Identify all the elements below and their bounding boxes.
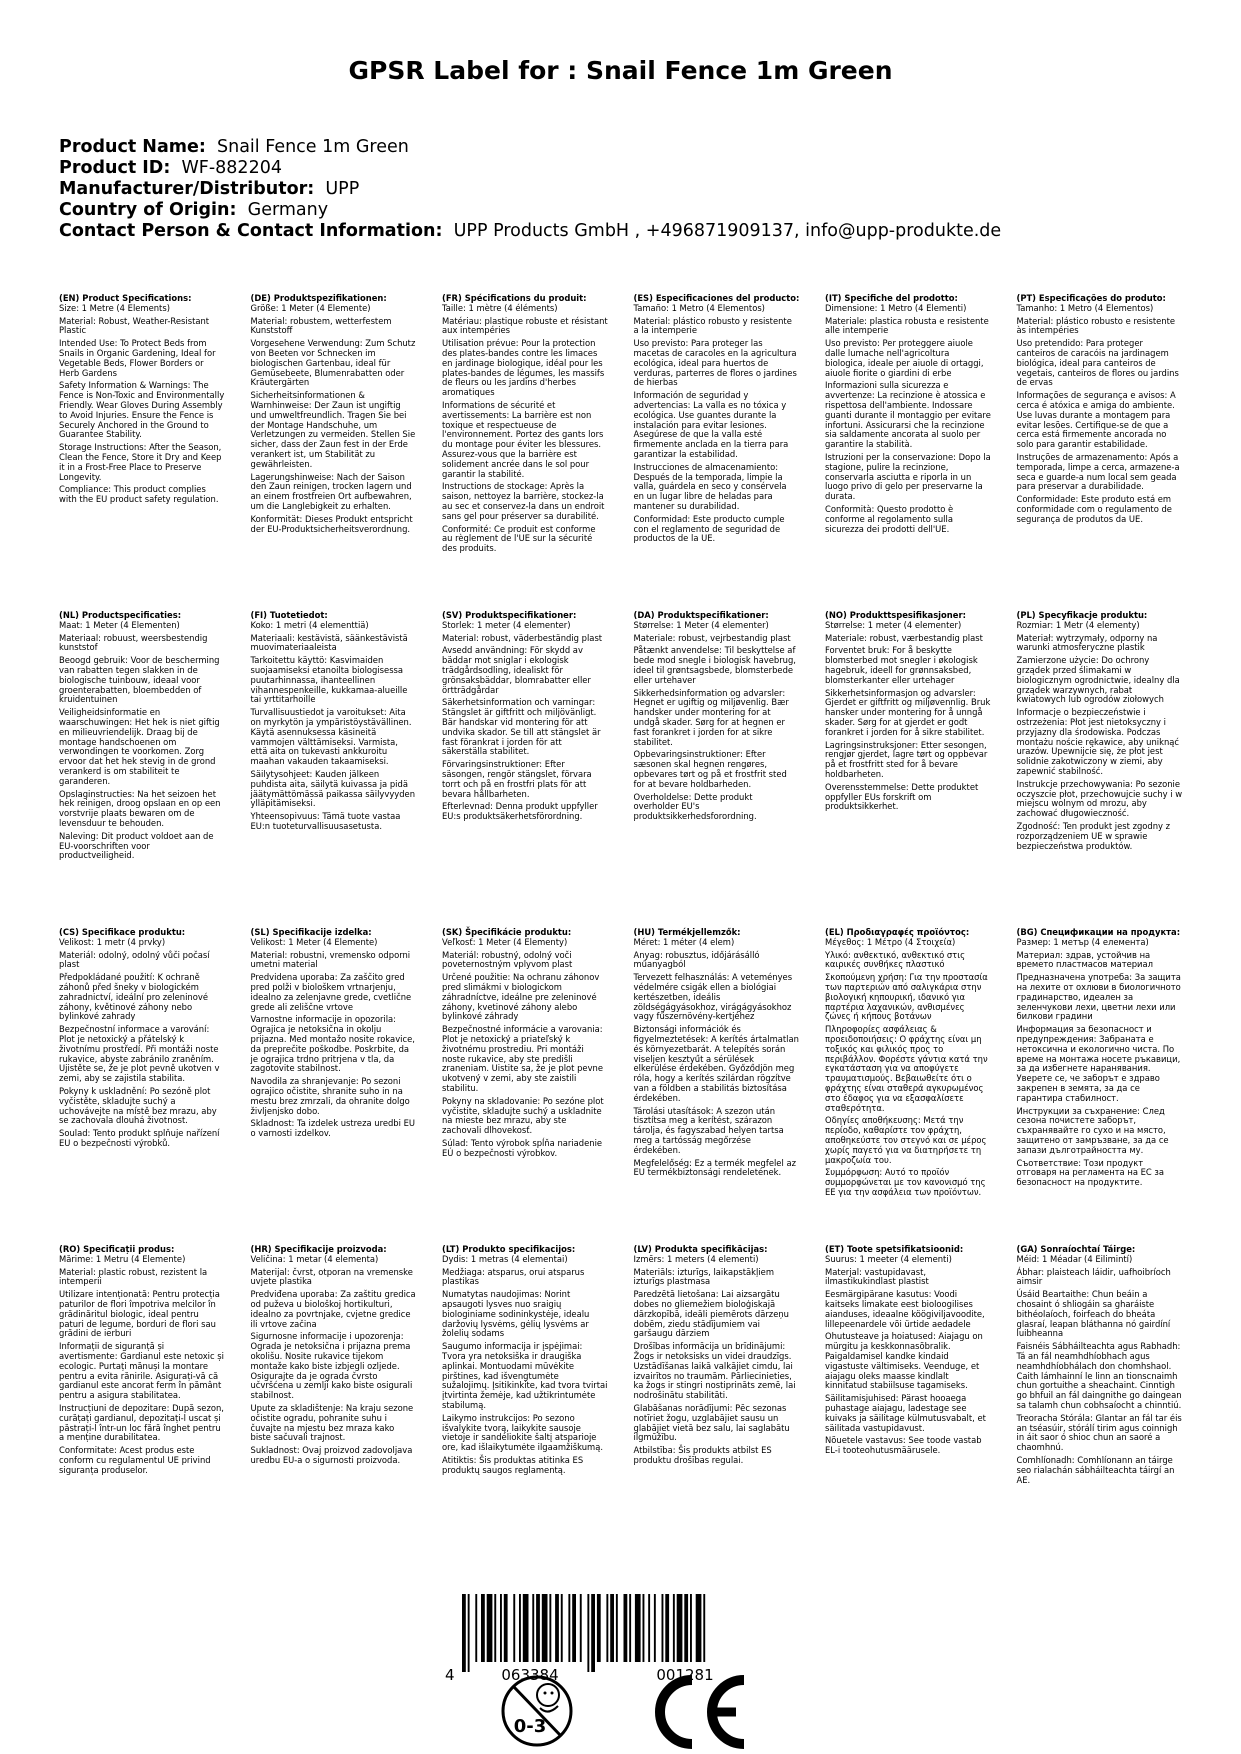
spec-paragraph: Инструкции за съхранение: След сезона почистете заборът, съхранявайте го сухо и на място, защитено от замръзване, за да се запази дълготрайността му.: [1016, 1105, 1169, 1155]
spec-block: [1017, 1245, 1183, 1488]
product-id-value: WF-882204: [181, 158, 282, 178]
spec-heading: (BG) Спецификации на продукта:: [1016, 927, 1181, 937]
spec-paragraph: Soulad: Tento produkt splňuje nařízení EU o bezpečnosti výrobků.: [59, 1128, 220, 1148]
ce-mark-icon: [660, 1680, 744, 1744]
spec-paragraph: Материал: здрав, устойчив на времето пластмасов материал: [1016, 949, 1153, 970]
spec-block: [59, 928, 225, 1152]
spec-paragraph: Předpokládané použití: K ochraně záhonů před šneky v biologickém zahradnictví, ideální pro zeleninové záhony, květinové záhony nebo bylinkové zahrady: [59, 972, 208, 1022]
spec-paragraph: Uso previsto: Per proteggere aiuole dalle lumache nell'agricoltura biologica, ideale per aiuole di ortaggi, aiuole fiorite o giardini di erbe: [825, 338, 984, 378]
spec-paragraph: Информация за безопасност и предупреждения: Забраната е нетоксична и екологично чиста. По време на монтажа носете ръкавици, за да избегнете наранявания. Уверете се, че заборът е здраво закрепен в земята, за да се гарантира стабилност.: [1016, 1024, 1181, 1103]
spec-paragraph: Maat: 1 Meter (4 Elementen): [59, 619, 180, 630]
spec-paragraph: Upute za skladištenje: Na kraju sezone očistite ogradu, pohranite suhu i čuvajte na mjestu bez mraza kako biste sačuvali trajnost.: [250, 1402, 414, 1443]
spec-paragraph: Säilitamisjuhised: Pärast hooaega puhastage aiajagu, ladestage see kuivaks ja säilitage külmutusvabalt, et säilitada vastupidavust.: [825, 1393, 986, 1433]
spec-paragraph: Materiale: plastica robusta e resistente alle intemperie: [825, 315, 989, 336]
spec-paragraph: Materiale: robust, værbestandig plast: [825, 632, 983, 643]
spec-paragraph: Bezpečnostné informácie a varovania: Plot je netoxický a priateľský k životnému prostrediu. Pri montáži noste rukavice, aby ste predišli zraneniam. Uistite sa, že je plot pevne ukotvený v zemi, aby ste zaistili stabilitu.: [442, 1024, 603, 1093]
spec-paragraph: Materiale: robust, vejrbestandig plast: [633, 632, 791, 643]
spec-paragraph: Matériau: plastique robuste et résistant aux intempéries: [442, 315, 608, 336]
spec-heading: (NL) Productspecificaties:: [59, 610, 182, 620]
spec-paragraph: Saugumo informacija ir įspėjimai: Tvora yra netoksiška ir draugiška aplinkai. Montuodami mūvėkite pirštines, kad išvengtumėte sužalojimų. Įsitikinkite, kad tvora tvirtai įtvirtinta žemėje, kad užtikrintumėte stabilumą.: [442, 1341, 608, 1410]
spec-paragraph: Ohutusteave ja hoiatused: Aiajagu on mürgitu ja keskkonnasõbralik. Paigaldamisel kandke kindaid vigastuste vältimiseks. Veenduge, et aiajagu oleks maasse kindlalt kinnitatud stabiilsuse tagamiseks.: [825, 1331, 983, 1391]
spec-paragraph: Sigurnosne informacije i upozorenja: Ograda je netoksična i prijazna prema okolišu. Nosite rukavice tijekom montaže kako biste izbjegli ozljede. Osigurajte da je ograda čvrsto učvršćena u zemlji kako biste osigurali stabilnost.: [250, 1331, 413, 1401]
spec-paragraph: Varnostne informacije in opozorila: Ograjica je netoksična in okolju prijazna. Med montažo nosite rokavice, da preprečite poškodbe. Poskrbite, da je ograjica trdno pritrjena v tla, da zagotovite stabilnost.: [250, 1014, 415, 1074]
spec-paragraph: Förvaringsinstruktioner: Efter säsongen, rengör stängslet, förvara torrt och på en frostfri plats för att bevara hållbarheten.: [442, 759, 592, 799]
barcode-bar: [513, 1594, 515, 1662]
compliance-marks: [0, 1668, 1241, 1754]
spec-paragraph: Forventet bruk: For å beskytte blomsterbed mot snegler i økologisk hagebruk, ideell for grønnsaksbed, blomsterkanter eller urtehager: [825, 645, 978, 685]
spec-paragraph: Instrucțiuni de depozitare: După sezon, curățați gardianul, depozitați-l uscat și păstrați-l într-un loc fără înghet pentru a menține durabilitatea.: [59, 1402, 224, 1443]
contact-value: UPP Products GmbH , +496871909137, info@upp-produkte.de: [453, 221, 1002, 241]
barcode-bar: [616, 1594, 618, 1662]
spec-paragraph: Storlek: 1 meter (4 elementer): [442, 619, 571, 630]
spec-paragraph: Sicherheitsinformationen & Warnhinweise: Der Zaun ist ungiftig und umweltfreundlich. Tragen Sie bei der Montage Handschuhe, um Verletzungen zu vermeiden. Stellen Sie sicher, dass der Zaun fest in der Erde verankert ist, um Stabilität zu gewährleisten.: [250, 390, 416, 469]
spec-paragraph: Materiāls: izturīgs, laikapstākļiem izturīgs plastmasa: [633, 1266, 774, 1287]
spec-block: [251, 928, 417, 1142]
spec-block: [59, 611, 225, 864]
spec-block: [251, 611, 417, 835]
spec-paragraph: Zgodność: Ten produkt jest zgodny z rozporządzeniem UE w sprawie bezpieczeństwa produktów.: [1016, 820, 1171, 851]
spec-paragraph: Numatytas naudojimas: Norint apsaugoti lysves nuo sraigių biologiniame sodininkystėje, idealu daržovių lysvėms, gėlių lysvėms ar žolelių sodams: [442, 1289, 590, 1339]
spec-paragraph: Materiał: wytrzymały, odporny na warunki atmosferyczne plastik: [1016, 632, 1158, 653]
spec-paragraph: Eesmärgipärane kasutus: Voodi kaitseks limakate eest bioloogilises aianduses, ideaalne köögiviljavoodite, lillepeenardele või ürtide aedadele: [825, 1289, 985, 1329]
spec-paragraph: Tarkoitettu käyttö: Kasvimaiden suojaamiseksi etanoilta biologisessa puutarhinnassa, ihanteellinen vihannespenkeille, kukkamaa-alueille tai yrttitarhoille: [250, 655, 408, 705]
spec-paragraph: Størrelse: 1 meter (4 elementer): [825, 619, 962, 630]
spec-block: [634, 1245, 800, 1469]
spec-paragraph: Nõuetele vastavus: See toode vastab EL-i tooteohutusmäärusele.: [825, 1435, 982, 1456]
barcode-bars: [462, 1594, 705, 1672]
barcode-bar: [662, 1594, 664, 1662]
spec-block: [1017, 611, 1183, 854]
spec-paragraph: Μέγεθος: 1 Μέτρο (4 Στοιχεία): [825, 936, 956, 947]
spec-paragraph: Paredzētā lietošana: Lai aizsargātu dobes no gliemežiem bioloģiskajā dārzkopībā, ideāli piemērots dārzeņu dobēm, ziedu stādījumiem vai garšaugu dārziem: [633, 1289, 789, 1339]
spec-paragraph: Συμμόρφωση: Αυτό το προϊόν συμμορφώνεται με τον κανονισμό της ΕΕ για την ασφάλεια των προϊόντων.: [825, 1167, 986, 1197]
spec-paragraph: Informații de siguranță și avertismente: Gardianul este netoxic și ecologic. Purtați mănuși la montare pentru a evita rănirile. Asigurați-vă că gardianul este ancorat ferm în pământ pentru a asigura stabilitatea.: [59, 1341, 224, 1401]
spec-paragraph: Material: Robust, Weather-Resistant Plastic: [59, 315, 210, 336]
spec-paragraph: Πληροφορίες ασφάλειας & προειδοποιήσεις: Ο φράχτης είναι μη τοξικός και φιλικός προς το περιβάλλον. Φορέστε γάντια κατά την εγκατάσταση για να αποφύγετε τραυματισμούς. Βεβαιωθείτε ότι ο φράχτης είναι σταθερά αγκυρωμένος στο έδαφος για να εξασφαλίσετε σταθερότητα.: [825, 1024, 988, 1113]
spec-paragraph: Instrukcje przechowywania: Po sezonie oczyszcie płot, przechowujcie suchy i w miejscu wolnym od mrozu, aby zachować długowieczność.: [1016, 778, 1183, 819]
spec-paragraph: Biztonsági információk és figyelmeztetések: A kerítés ártalmatlan és környezetbarát. A telepítés során viseljen kesztyűt a sérülések elkerülése érdekében. Győződjön meg róla, hogy a kerítés szilárdan rögzítve van a földben a stabilitás biztosítása érdekében.: [633, 1024, 799, 1103]
barcode-bar: [487, 1594, 493, 1662]
spec-paragraph: Informations de sécurité et avertissements: La barrière est non toxique et respectueuse de l'environnement. Portez des gants lors du montage pour éviter les blessures. Assurez-vous que la barrière est solidement ancrée dans le sol pour garantir la stabilité.: [442, 399, 604, 479]
spec-paragraph: Informazioni sulla sicurezza e avvertenze: La recinzione è atossica e rispettosa dell'ambiente. Indossare guanti durante il montaggio per evitare infortuni. Assicurarsi che la recinzione sia saldamente ancorata al suolo per garantire la stabilità.: [825, 380, 991, 450]
spec-paragraph: Säkerhetsinformation och varningar: Stängslet är giftfritt och miljövänligt. Bär handskar vid montering för att undvika skador. Se till att stängslet är fast förankrat i jorden för att säkerställa stabilitet.: [442, 697, 601, 757]
spec-heading: (PL) Specyfikacje produktu:: [1016, 610, 1148, 620]
spec-paragraph: Material: plástico robusto y resistente a la intemperie: [633, 315, 792, 336]
spec-heading: (HR) Specifikacije proizvoda:: [250, 1244, 387, 1254]
spec-heading: (EN) Product Specifications:: [59, 293, 192, 303]
spec-paragraph: Sikkerhetsinformasjon og advarsler: Gjerdet er giftfritt og miljøvennlig. Bruk hansker under montering for å unngå skader. Sørg for at gjerdet er godt forankret i jorden for å sikre stabilitet.: [825, 687, 991, 737]
spec-heading: (PT) Especificações do produto:: [1016, 293, 1166, 303]
spec-heading: (SV) Produktspecifikationer:: [442, 610, 577, 620]
barcode-bar: [606, 1594, 608, 1662]
barcode-bar: [654, 1594, 656, 1662]
spec-paragraph: Material: robustni, vremensko odporni umetni material: [250, 949, 411, 970]
spec-paragraph: Lagringsinstruksjoner: Etter sesongen, rengjør gjerdet, lagre tørt og oppbevar på et frostfritt sted for å bevare holdbarheten.: [825, 739, 988, 779]
product-name-value: Snail Fence 1m Green: [217, 137, 409, 157]
barcode-bar: [580, 1594, 582, 1662]
spec-paragraph: Veiligheidsinformatie en waarschuwingen: Het hek is niet giftig en milieuvriendelijk. Draag bij de montage handschoenen om verwondingen te voorkomen. Zorg ervoor dat het hek stevig in de grond verankerd is om stabiliteit te garanderen.: [59, 707, 220, 786]
barcode-bar: [635, 1594, 641, 1662]
spec-block: [1017, 294, 1183, 528]
spec-paragraph: Určené použitie: Na ochranu záhonov pred slimákmi v biologickom záhradníctve, ideálne pre zeleninové záhony, kvetinové záhony alebo bylinkové záhrady: [442, 972, 600, 1022]
contact-row: [59, 221, 1001, 242]
barcode-bar: [572, 1594, 576, 1662]
spec-paragraph: Material: robust, väderbeständig plast: [442, 632, 603, 643]
spec-paragraph: Compliance: This product complies with the EU product safety regulation.: [59, 484, 219, 505]
page-title: GPSR Label for : Snail Fence 1m Green: [348, 56, 893, 85]
spec-paragraph: Navodila za shranjevanje: Po sezoni ograjico očistite, shranite suho in na mestu brez zmrzali, da ohranite dolgo življenjsko dobo.: [250, 1076, 410, 1116]
spec-paragraph: Conformitate: Acest produs este conform cu regulamentul UE privind siguranța produselor.: [59, 1445, 211, 1475]
spec-paragraph: Предназначена употреба: За защита на лехите от охлюви в биологичното градинарство, идеален за зеленчукови лехи, цветни лехи или билкови градини: [1016, 972, 1181, 1022]
spec-paragraph: Οδηγίες αποθήκευσης: Μετά την περίοδο, καθαρίστε τον φράχτη, αποθηκεύστε τον στεγνό και σε μέρος χωρίς παγετό για να διατηρήσετε τη μακροζωία του.: [825, 1115, 987, 1165]
spec-paragraph: Koko: 1 metri (4 elementtiä): [250, 619, 369, 630]
spec-paragraph: Drošības informācija un brīdinājumi: Žogs ir netoksisks un videi draudzīgs. Uzstādīšanas laikā valkājiet cimdu, lai izvairītos no traumām. Pārliecinieties, ka žogs ir stingri nostiprināts zemē, lai nodrošinātu stabilitāti.: [633, 1341, 796, 1401]
barcode-bar: [624, 1594, 628, 1662]
barcode-bar: [568, 1594, 570, 1662]
spec-paragraph: Materijal: čvrst, otporan na vremenske uvjete plastika: [250, 1266, 413, 1287]
spec-heading: (ET) Toote spetsifikatsioonid:: [825, 1244, 964, 1254]
spec-block: [825, 294, 991, 537]
spec-paragraph: Turvallisuustiedot ja varoitukset: Aita on myrkytön ja ympäristöystävällinen. Käytä asennuksessa käsineitä vammojen välttämiseksi. Varmista, että aita on tukevasti ankkuroitu maahan vakauden takaamiseksi.: [250, 707, 412, 767]
spec-block: [825, 1245, 991, 1459]
spec-paragraph: Treoracha Stórála: Glantar an fál tar éis an tséasúir, stórálí tirim agus coinnigh in áit saor ó shioc chun an saoré a chaomhnú.: [1016, 1412, 1182, 1453]
spec-paragraph: Storage Instructions: After the Season, Clean the Fence, Store it Dry and Keep it in a Frost-Free Place to Preserve Longevity.: [59, 442, 222, 482]
spec-paragraph: Predviđena uporaba: Za zaštitu gredica od puževa u biološkoj hortikulturi, idealno za povrtnjake, cvjetne gredice ili vrtove začina: [250, 1289, 416, 1329]
spec-paragraph: Comhlíonadh: Comhlíonann an táirge seo rialachán sábháilteachta táirgí an AE.: [1016, 1454, 1175, 1485]
spec-paragraph: Efterlevnad: Denna produkt uppfyller EU:s produktsäkerhetsförordning.: [442, 801, 598, 822]
barcode-bar: [673, 1594, 675, 1662]
spec-paragraph: Avsedd användning: För skydd av bäddar mot sniglar i ekologisk trädgårdsodling, idealiskt för grönsaksbäddar, blomrabatter eller örtträdgårdar: [442, 645, 591, 695]
spec-heading: (EL) Προδιαγραφές προϊόντος:: [825, 927, 970, 937]
spec-paragraph: Opbevaringsinstruktioner: Efter sæsonen skal hegnen rengøres, opbevares tørt og på et frostfrit sted for at bevare holdbarheden.: [633, 749, 787, 789]
spec-paragraph: Úsáid Beartaithe: Chun beáin a chosaint ó shliogáin sa gharáiste bithéolaíoch, foirfeach do bheáta glasraí, leapan bláthanna nó gairdíní luibheanna: [1016, 1289, 1171, 1339]
spec-heading: (GA) Sonraíochtaí Táirge:: [1016, 1244, 1136, 1254]
spec-paragraph: Izmērs: 1 meters (4 elementi): [633, 1253, 759, 1264]
spec-paragraph: Größe: 1 Meter (4 Elemente): [250, 302, 371, 313]
spec-paragraph: Tamanho: 1 Metro (4 Elementos): [1016, 302, 1154, 313]
spec-paragraph: Informações de segurança e avisos: A cerca é atóxica e amiga do ambiente. Use luvas durante a montagem para evitar lesões. Certifique-se de que a cerca está firmemente ancorada no solo para garantir estabilidade.: [1016, 390, 1176, 450]
spec-paragraph: Informacje o bezpieczeństwie i ostrzeżenia: Płot jest nietoksyczny i przyjazny dla środowiska. Podczas montażu noście rękawice, aby uniknąć urazów. Upewnijcie się, że płot jest solidnie zakotwiczony w ziemi, aby zapewnić stabilność.: [1016, 707, 1180, 776]
spec-paragraph: Medžiaga: atsparus, orui atsparus plastikas: [442, 1266, 585, 1287]
spec-paragraph: Naleving: Dit product voldoet aan de EU-voorschriften voor productveiligheid.: [59, 830, 214, 861]
barcode-bar: [536, 1594, 540, 1662]
spec-paragraph: Σκοπούμενη χρήση: Για την προστασία των παρτεριών από σαλιγκάρια στην βιολογική κηπουρική, ιδανικό για παρτέρια λαχανικών, ανθισμένες ζώνες ή κήπους βοτάνων: [825, 972, 988, 1022]
spec-paragraph: Conformità: Questo prodotto è conforme al regolamento sulla sicurezza dei prodotti dell'UE.: [825, 503, 954, 534]
spec-heading: (FI) Tuotetiedot:: [250, 610, 328, 620]
spec-heading: (RO) Specificații produs:: [59, 1244, 175, 1254]
spec-block: [442, 294, 608, 557]
spec-paragraph: Mărime: 1 Metru (4 Elemente): [59, 1253, 186, 1264]
barcode-bar: [591, 1594, 595, 1672]
spec-heading: (DE) Produktspezifikationen:: [250, 293, 387, 303]
age-0-3-warning-icon: [503, 1677, 571, 1745]
barcode-bar: [532, 1594, 534, 1662]
spec-paragraph: Veľkosť: 1 Meter (4 Elementy): [442, 936, 568, 947]
spec-paragraph: Safety Information & Warnings: The Fence is Non-Toxic and Environmentally Friendly. Wear Gloves During Assembly to Avoid Injuries. Ensure the Fence is Securely Anchored in the Ground to Guarantee Stability.: [59, 380, 225, 440]
spec-paragraph: Materiál: robustný, odolný voči poveternostným vplyvom plast: [442, 949, 573, 970]
spec-paragraph: Anyag: robusztus, időjárásálló műanyagból: [633, 949, 760, 970]
barcode-bar: [690, 1594, 692, 1662]
barcode-digits-left: 063384: [501, 1666, 559, 1684]
barcode-bar: [500, 1594, 502, 1662]
country-row: [59, 200, 1001, 221]
spec-paragraph: Dimensione: 1 Metro (4 Elementi): [825, 302, 967, 313]
spec-block: [1017, 928, 1183, 1191]
barcode-bar: [475, 1594, 477, 1662]
manufacturer-label: Manufacturer/Distributor:: [59, 179, 315, 199]
spec-paragraph: Bezpečnostní informace a varování: Plot je netoxický a přátelský k životnímu prostředí. Při montáži noste rukavice, abyste zabránilo zraněním. Ujistěte se, že je plot pevně ukotven v zemi, aby se zajistila stabilita.: [59, 1024, 220, 1084]
spec-paragraph: Υλικό: ανθεκτικό, ανθεκτικό στις καιρικές συνθήκες πλαστικό: [825, 949, 965, 970]
spec-paragraph: Materiál: odolný, odolný vůči počasí plast: [59, 949, 210, 970]
spec-paragraph: Utilizare intenționată: Pentru protecția paturilor de flori împotriva melcilor în grădinăritul biologic, ideal pentru paturi de legume, borduri de flori sau grădini de ierburi: [59, 1289, 220, 1339]
country-label: Country of Origin:: [59, 200, 237, 220]
spec-paragraph: Laikymo instrukcijos: Po sezono išvalykite tvorą, laikykite sausoje vietoje ir sandėliokite šaltį atsparioje ore, kad išlaikytumėte ilgaamžiškumą.: [442, 1412, 603, 1453]
barcode-bar: [677, 1594, 683, 1662]
spec-paragraph: Méret: 1 méter (4 elem): [633, 936, 735, 947]
barcode-bar: [523, 1594, 529, 1662]
spec-paragraph: Velikost: 1 metr (4 prvky): [59, 936, 166, 947]
spec-paragraph: Zamierzone użycie: Do ochrony grządek przed ślimakami w biologicznym ogrodnictwie, idealny dla grządek warzywnych, rabat kwiatowych lub ogrodów ziołowych: [1016, 655, 1180, 705]
spec-paragraph: Размер: 1 метър (4 елемента): [1016, 936, 1149, 947]
spec-heading: (IT) Specifiche del prodotto:: [825, 293, 958, 303]
spec-heading: (LV) Produkta specifikācijas:: [633, 1244, 768, 1254]
spec-heading: (SK) Špecifikácie produktu:: [442, 927, 572, 937]
spec-heading: (CS) Specifikace produktu:: [59, 927, 186, 937]
spec-paragraph: Materiaal: robuust, weersbestendig kunststof: [59, 632, 208, 653]
spec-paragraph: Sikkerhedsinformation og advarsler: Hegnet er ugiftig og miljøvenlig. Bær handsker under montering for at undgå skader. Sørg for at hegnen er fast forankret i jorden for at sikre stabilitet.: [633, 687, 789, 747]
product-id-row: [59, 158, 1001, 179]
product-name-label: Product Name:: [59, 137, 206, 157]
barcode-bar: [555, 1594, 559, 1662]
spec-heading: (NO) Produkttspesifikasjoner:: [825, 610, 966, 620]
spec-paragraph: Overholdelse: Dette produkt overholder EU's produktsikkerhedsforordning.: [633, 791, 757, 822]
spec-paragraph: Material: plastic robust, rezistent la intemperii: [59, 1266, 208, 1287]
barcode-bar: [597, 1594, 601, 1662]
spec-paragraph: Säilytysohjeet: Kauden jälkeen puhdista aita, säilytä kuivassa ja pidä jäätymättömässä paikassa säilyvyyden ylläpitämiseksi.: [250, 768, 416, 809]
spec-paragraph: Méid: 1 Méadar (4 Eilimintí): [1016, 1253, 1133, 1264]
barcode-bar: [549, 1594, 551, 1662]
spec-paragraph: Atitiktis: Šis produktas atitinka ES produktų saugos reglamentą.: [442, 1454, 584, 1475]
spec-paragraph: Material: robustem, wetterfestem Kunststoff: [250, 315, 392, 336]
spec-paragraph: Rozmiar: 1 Metr (4 elementy): [1016, 619, 1140, 630]
spec-paragraph: Taille: 1 mètre (4 éléments): [442, 302, 558, 313]
spec-paragraph: Atbilstība: Šis produkts atbilst ES produktu drošības regulai.: [633, 1445, 772, 1465]
spec-paragraph: Vorgesehene Verwendung: Zum Schutz von Beeten vor Schnecken im biologischen Gartenbau, ideal für Gemüsebeete, Blumenrabatten oder Kräutergärten: [250, 338, 416, 388]
barcode-bar: [504, 1594, 508, 1662]
barcode-bar: [665, 1594, 669, 1662]
barcode-bar: [610, 1594, 614, 1662]
spec-paragraph: Tervezett felhasználás: A veteményes védelmére csigák ellen a biológiai kertészetben, ideális zöldségágyásokhoz, virágágyásokhoz vagy fűszernövény-kertjéhez: [633, 972, 793, 1022]
spec-paragraph: Súlad: Tento výrobok spĺňa nariadenie EÚ o bezpečnosti výrobkov.: [442, 1137, 603, 1158]
spec-paragraph: Yhteensopivuus: Tämä tuote vastaa EU:n tuoteturvallisuusasetusta.: [250, 811, 401, 831]
spec-block: [442, 1245, 608, 1479]
spec-heading: (SL) Specifikacije izdelka:: [250, 927, 372, 937]
spec-paragraph: Intended Use: To Protect Beds from Snails in Organic Gardening, Ideal for Vegetable Beds, Flower Borders or Herb Gardens: [59, 338, 216, 378]
spec-paragraph: Materjal: vastupidavast, ilmastikukindlast plastist: [825, 1266, 929, 1287]
spec-paragraph: Size: 1 Metre (4 Elements): [59, 302, 170, 313]
spec-heading: (DA) Produktspecifikationer:: [633, 610, 769, 620]
barcode-bar: [703, 1594, 705, 1662]
spec-paragraph: Faisnéis Sábháilteachta agus Rabhadh: Tá an fál neamhdhíobhach agus neamhdhíobhálach don chomhshaol. Caith lámhainní le linn an tionscnaimh chun gortuithe a sheachaint. Cinntigh go bhfuil an fál daingnithe go daingean sa talamh chun cobhsaíocht a chinntiú.: [1016, 1341, 1182, 1410]
barcode-bar: [587, 1594, 589, 1672]
spec-paragraph: Konformität: Dieses Produkt entspricht der EU-Produktsicherheitsverordnung.: [250, 513, 413, 534]
spec-paragraph: Materiaali: kestävistä, säänkestävistä muovimateriaaleista: [250, 632, 408, 653]
barcode-bar: [684, 1594, 688, 1662]
spec-paragraph: Opslaginstructies: Na het seizoen het hek reinigen, droog opslaan en op een vorstvrije plaats bewaren om de levensduur te behouden.: [59, 788, 221, 828]
spec-paragraph: Glabāšanas norādījumi: Pēc sezonas notīriet žogu, uzglabājiet sausu un glabājiet vietā bez salu, lai saglabātu ilgmūžību.: [633, 1402, 790, 1443]
spec-paragraph: Pokyny k uskladnění: Po sezóně plot vyčistěte, skladujte suchý a uchovávejte na místě bez mrazu, aby se zachovala dlouhá životnost.: [59, 1085, 217, 1126]
barcode-bar: [643, 1594, 645, 1662]
spec-paragraph: Størrelse: 1 Meter (4 elementer): [633, 619, 769, 630]
spec-paragraph: Conformidad: Este producto cumple con el reglamento de seguridad de productos de la UE.: [633, 513, 785, 544]
barcode-digit-prefix: 4: [445, 1666, 455, 1684]
spec-paragraph: Instruções de armazenamento: Após a temporada, limpe a cerca, armazene-a seca e guarde-a num local sem geada para preservar a durabilidade.: [1016, 451, 1180, 492]
manufacturer-value: UPP: [325, 179, 360, 199]
spec-block: [251, 1245, 417, 1469]
spec-paragraph: Lagerungshinweise: Nach der Saison den Zaun reinigen, trocken lagern und an einem frostfreien Ort aufbewahren, um die Langlebigkeit zu erhalten.: [250, 471, 412, 511]
barcode-bar: [462, 1594, 466, 1672]
spec-paragraph: Suurus: 1 meeter (4 elementi): [825, 1253, 952, 1264]
spec-block: [59, 1245, 225, 1479]
spec-paragraph: Utilisation prévue: Pour la protection des plates-bandes contre les limaces en jardinage biologique, idéal pour les plates-bandes de légumes, les massifs de fleurs ou les jardins d'herbes aromatiques: [442, 338, 605, 398]
spec-block: [634, 611, 800, 825]
spec-heading: (ES) Especificaciones del producto:: [633, 293, 800, 303]
spec-block: [59, 294, 225, 508]
manufacturer-row: [59, 179, 1001, 200]
spec-paragraph: Predvidena uporaba: Za zaščito gred pred polži v biološkem vrtnarjenju, idealno za zelenjavne grede, cvetlične grede ali zeliščne vrtove: [250, 972, 412, 1012]
barcode-bar: [696, 1594, 702, 1662]
spec-paragraph: Pokyny na skladovanie: Po sezóne plot vyčistite, skladujte suchý a uskladnite na mieste bez mrazu, aby ste zachovali dlhovekosť.: [442, 1095, 604, 1136]
product-info: [59, 137, 1001, 242]
barcode-digits-right: 001281: [656, 1666, 714, 1684]
spec-paragraph: Uso pretendido: Para proteger canteiros de caracóis na jardinagem biológica, ideal para canteiros de vegetais, canteiros de flores ou jardins de ervas: [1016, 338, 1179, 388]
spec-block: [442, 611, 608, 825]
spec-paragraph: Tárolási utasítások: A szezon után tisztítsa meg a kerítést, szárazon tárolja, és fagyszabad helyen tartsa meg a tartósság megőrzése érdekében.: [633, 1105, 784, 1155]
product-name-row: [59, 137, 1001, 158]
barcode-bar: [494, 1594, 496, 1662]
spec-paragraph: Dydis: 1 metras (4 elementai): [442, 1253, 568, 1264]
spec-block: [634, 928, 800, 1181]
spec-paragraph: Instructions de stockage: Après la saison, nettoyez la barrière, stockez-la au sec et conservez-la dans un endroit sans gel pour préserver sa durabilité.: [442, 481, 605, 521]
contact-label: Contact Person & Contact Information:: [59, 221, 443, 241]
spec-block: [825, 928, 991, 1201]
barcode-bar: [561, 1594, 563, 1662]
barcode-bar: [629, 1594, 631, 1662]
barcode-bar: [519, 1594, 521, 1662]
spec-paragraph: Påtænkt anvendelse: Til beskyttelse af bede mod snegle i biologisk havebrug, ideel til grøntsagsbede, blomsterbede eller urtehaver: [633, 645, 796, 685]
country-value: Germany: [247, 200, 329, 220]
barcode-bar: [481, 1594, 485, 1662]
spec-block: [825, 611, 991, 815]
spec-paragraph: Съответствие: Този продукт отговаря на регламента на ЕС за безопасност на продуктите.: [1016, 1157, 1165, 1188]
spec-paragraph: Información de seguridad y advertencias: La valla es no tóxica y ecológica. Use guantes durante la instalación para evitar lesiones. Asegúrese de que la valla esté firmemente anclada en la tierra para garantizar la estabilidad.: [633, 390, 789, 459]
spec-paragraph: Skladnost: Ta izdelek ustreza uredbi EU o varnosti izdelkov.: [250, 1118, 416, 1139]
spec-paragraph: Conformité: Ce produit est conforme au règlement de l'UE sur la sécurité des produits.: [442, 523, 596, 554]
spec-heading: (HU) Termékjellemzők:: [633, 927, 741, 937]
spec-block: [251, 294, 417, 537]
spec-paragraph: Conformidade: Este produto está em conformidade com o regulamento de segurança de produtos da UE.: [1016, 494, 1172, 524]
spec-paragraph: Uso previsto: Para proteger las macetas de caracoles en la agricultura ecológica, ideal para huertos de verduras, parterres de flores o jardines de hierbas: [633, 338, 797, 388]
barcode-bar: [648, 1594, 650, 1662]
spec-paragraph: Beoogd gebruik: Voor de bescherming van rabatten tegen slakken in de biologische tuinbouw, ideaal voor groenterabatten, bloembedden of kruidentuinen: [59, 655, 220, 705]
age-label: 0-3: [513, 1716, 547, 1737]
spec-paragraph: Material: plástico robusto e resistente às intempéries: [1016, 315, 1176, 336]
spec-paragraph: Veličina: 1 metar (4 elementa): [250, 1253, 379, 1264]
spec-paragraph: Ábhar: plaisteach láidir, uafhoibríoch aimsir: [1016, 1266, 1171, 1287]
barcode-bar: [468, 1594, 470, 1672]
product-id-label: Product ID:: [59, 158, 171, 178]
spec-paragraph: Tamaño: 1 Metro (4 Elementos): [633, 302, 765, 313]
spec-heading: (FR) Spécifications du produit:: [442, 293, 587, 303]
spec-paragraph: Sukladnost: Ovaj proizvod zadovoljava uredbu EU-a o sigurnosti proizvoda.: [250, 1445, 413, 1465]
spec-paragraph: Istruzioni per la conservazione: Dopo la stagione, pulire la recinzione, conservarla asciutta e riporla in un luogo privo di gelo per preservarne la durata.: [825, 451, 991, 502]
spec-block: [442, 928, 608, 1162]
spec-heading: (LT) Produkto specifikacijos:: [442, 1244, 576, 1254]
spec-paragraph: Instrucciones de almacenamiento: Después de la temporada, limpie la valla, guárdela en seco y consérvela en un lugar libre de heladas para mantener su durabilidad.: [633, 461, 787, 511]
spec-block: [634, 294, 800, 547]
spec-paragraph: Overensstemmelse: Dette produktet oppfyller EUs forskrift om produktsikkerhet.: [825, 781, 979, 812]
spec-paragraph: Megfelelőség: Ez a termék megfelel az EU termékbiztonsági rendeletének.: [633, 1157, 796, 1178]
spec-paragraph: Velikost: 1 Meter (4 Elemente): [250, 936, 378, 947]
barcode-bar: [542, 1594, 548, 1662]
